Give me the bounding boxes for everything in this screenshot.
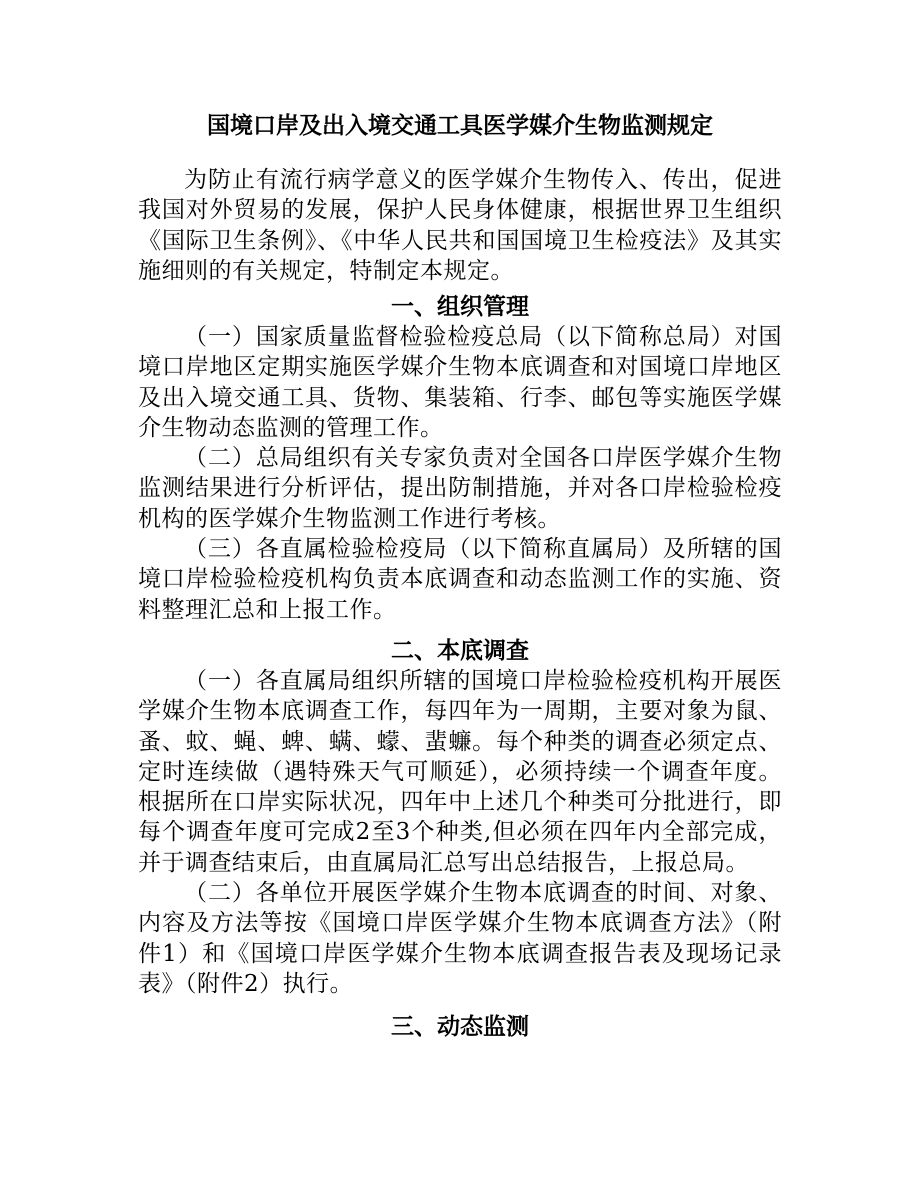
paragraph: （二）各单位开展医学媒介生物本底调查的时间、对象、内容及方法等按《国境口岸医学媒介生物本底调查方法》（附件1）和《国境口岸医学媒介生物本底调查报告表及现场记录表》（附件2）执行。 bbox=[138, 880, 782, 997]
section-heading-baseline-survey: 二、本底调查 bbox=[391, 637, 529, 664]
section-organization-body bbox=[138, 322, 782, 625]
paragraph: （二）总局组织有关专家负责对全国各口岸医学媒介生物监测结果进行分析评估，提出防制措施，并对各口岸检验检疫机构的医学媒介生物监测工作进行考核。 bbox=[138, 445, 782, 532]
intro-block bbox=[138, 165, 782, 286]
paragraph: （一）各直属局组织所辖的国境口岸检验检疫机构开展医学媒介生物本底调查工作，每四年为一周期，主要对象为鼠、蚤、蚊、蝇、蜱、螨、蠓、蜚蠊。每个种类的调查必须定点、定时连续做（遇特殊天气可顺延），必须持续一个调查年度。根据所在口岸实际状况，四年中上述几个种类可分批进行，即每个调查年度可完成2至3个种类,但必须在四年内全部完成，并于调查结束后，由直属局汇总写出总结报告，上报总局。 bbox=[138, 668, 782, 876]
section-heading-dynamic-monitoring: 三、动态监测 bbox=[391, 1013, 529, 1040]
section-baseline-body bbox=[138, 666, 782, 999]
section-heading-organization: 一、组织管理 bbox=[391, 293, 529, 320]
document-title: 国境口岸及出入境交通工具医学媒介生物监测规定 bbox=[207, 112, 713, 139]
paragraph: （三）各直属检验检疫局（以下简称直属局）及所辖的国境口岸检验检疫机构负责本底调查和动态监测工作的实施、资料整理汇总和上报工作。 bbox=[138, 536, 782, 623]
paragraph: （一）国家质量监督检验检疫总局（以下简称总局）对国境口岸地区定期实施医学媒介生物本底调查和对国境口岸地区及出入境交通工具、货物、集装箱、行李、邮包等实施医学媒介生物动态监测的管理工作。 bbox=[138, 324, 782, 441]
intro-paragraph: 为防止有流行病学意义的医学媒介生物传入、传出，促进我国对外贸易的发展，保护人民身体健康，根据世界卫生组织《国际卫生条例》、《中华人民共和国国境卫生检疫法》及其实施细则的有关规定，特制定本规定。 bbox=[138, 167, 782, 284]
